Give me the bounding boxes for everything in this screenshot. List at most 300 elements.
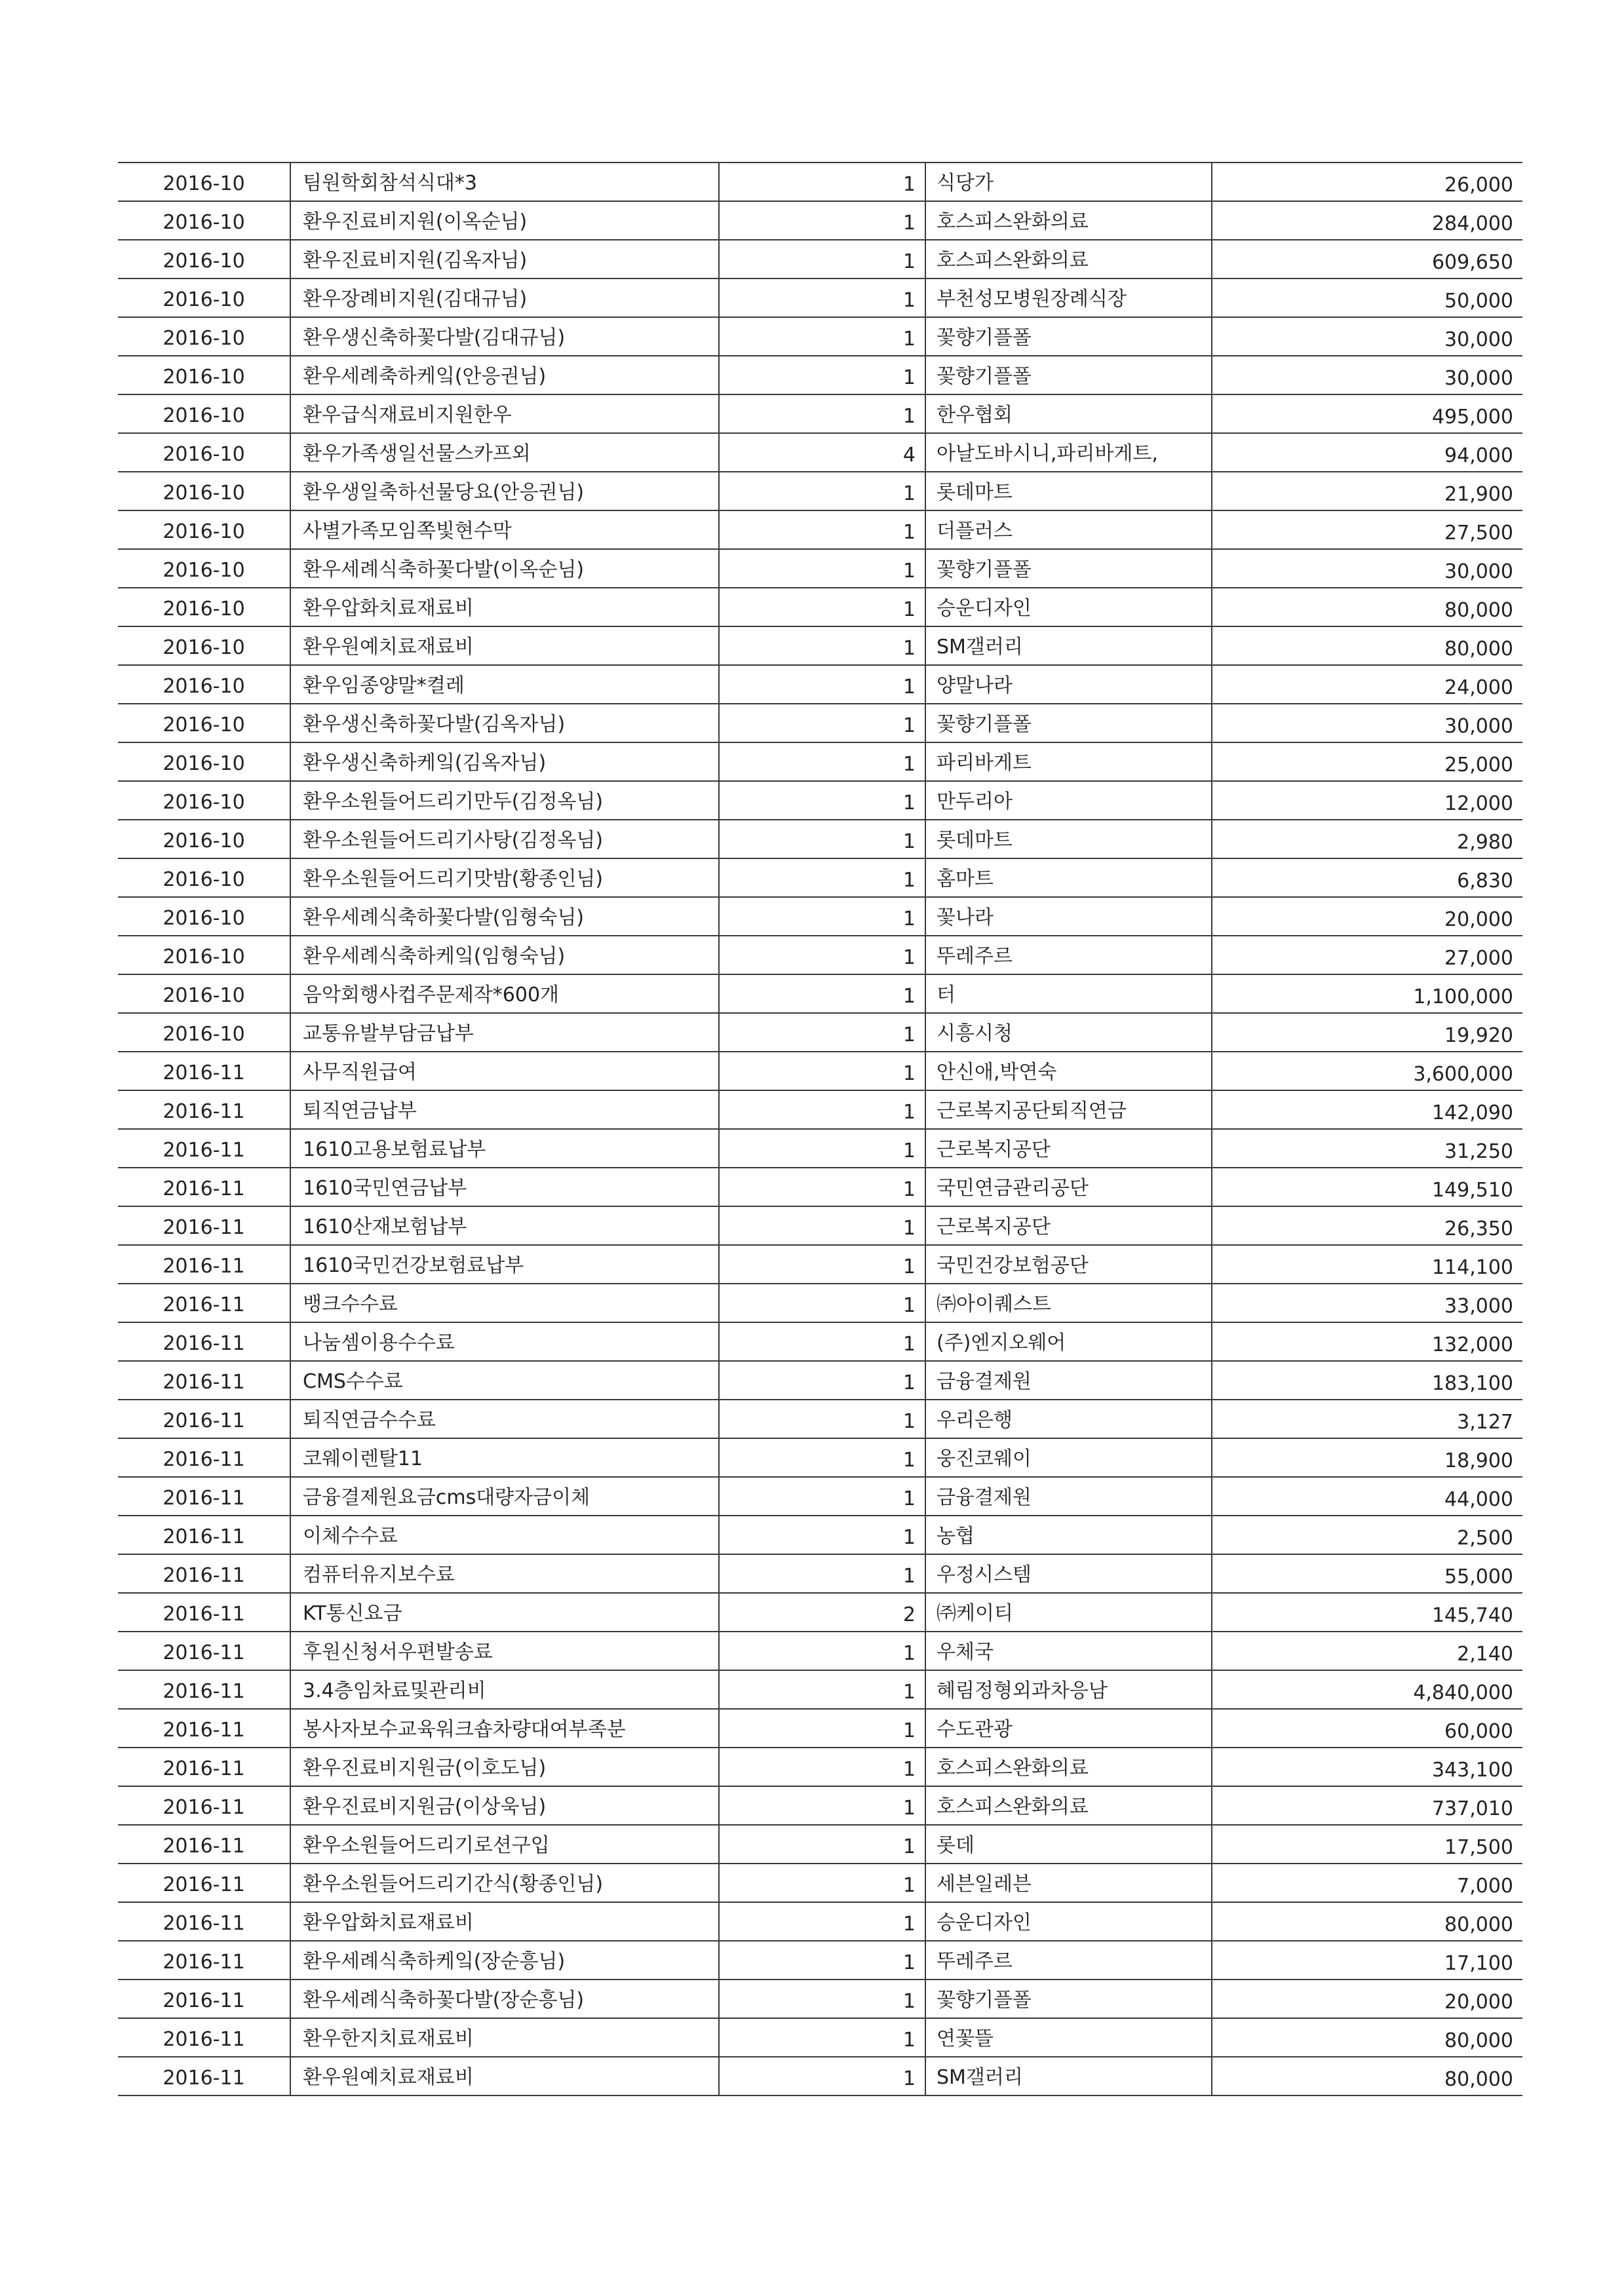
item-cell: 1610산재보험납부	[290, 1206, 719, 1245]
qty-cell: 1	[719, 1786, 925, 1825]
amount-cell: 20,000	[1212, 897, 1522, 936]
amount-cell: 737,010	[1212, 1786, 1522, 1825]
item-cell: 교통유발부담금납부	[290, 1013, 719, 1052]
item-cell: 환우임종양말*켤레	[290, 665, 719, 704]
table-row	[118, 201, 1522, 240]
date-cell: 2016-11	[118, 1245, 290, 1284]
table-row	[118, 1438, 1522, 1477]
amount-cell: 24,000	[1212, 665, 1522, 704]
vendor-cell: 웅진코웨이	[925, 1438, 1212, 1477]
item-cell: 환우세례식축하꽃다발(장순흥님)	[290, 1980, 719, 2018]
table-row	[118, 1670, 1522, 1709]
date-cell: 2016-11	[118, 1129, 290, 1168]
amount-cell: 12,000	[1212, 781, 1522, 820]
table-row	[118, 858, 1522, 897]
amount-cell: 183,100	[1212, 1361, 1522, 1400]
item-cell: 환우압화치료재료비	[290, 1902, 719, 1941]
amount-cell: 80,000	[1212, 626, 1522, 665]
item-cell: 환우소원들어드리기만두(김정옥님)	[290, 781, 719, 820]
vendor-cell: 승운디자인	[925, 1902, 1212, 1941]
table-row	[118, 1361, 1522, 1400]
qty-cell: 1	[719, 1825, 925, 1864]
item-cell: 환우압화치료재료비	[290, 588, 719, 626]
vendor-cell: 꽃나라	[925, 897, 1212, 936]
vendor-cell: 롯데마트	[925, 472, 1212, 510]
vendor-cell: 아날도바시니,파리바게트,	[925, 433, 1212, 472]
date-cell: 2016-11	[118, 1516, 290, 1554]
qty-cell: 1	[719, 1090, 925, 1129]
date-cell: 2016-10	[118, 201, 290, 240]
amount-cell: 4,840,000	[1212, 1670, 1522, 1709]
item-cell: CMS수수료	[290, 1361, 719, 1400]
amount-cell: 31,250	[1212, 1129, 1522, 1168]
qty-cell: 1	[719, 2057, 925, 2095]
vendor-cell: 한우협회	[925, 394, 1212, 433]
vendor-cell: 금융결제원	[925, 1361, 1212, 1400]
item-cell: 환우급식재료비지원한우	[290, 394, 719, 433]
table-row	[118, 897, 1522, 936]
amount-cell: 3,127	[1212, 1400, 1522, 1438]
table-row	[118, 665, 1522, 704]
item-cell: 뱅크수수료	[290, 1284, 719, 1322]
date-cell: 2016-10	[118, 163, 290, 201]
item-cell: 퇴직연금수수료	[290, 1400, 719, 1438]
date-cell: 2016-11	[118, 1206, 290, 1245]
amount-cell: 1,100,000	[1212, 974, 1522, 1013]
qty-cell: 1	[719, 356, 925, 394]
table-row	[118, 1516, 1522, 1554]
table-row	[118, 549, 1522, 588]
vendor-cell: 우정시스템	[925, 1554, 1212, 1593]
item-cell: 환우세례식축하케잌(임형숙님)	[290, 936, 719, 974]
date-cell: 2016-11	[118, 1670, 290, 1709]
date-cell: 2016-10	[118, 936, 290, 974]
vendor-cell: SM갤러리	[925, 626, 1212, 665]
vendor-cell: ㈜아이퀘스트	[925, 1284, 1212, 1322]
item-cell: 환우가족생일선물스카프외	[290, 433, 719, 472]
vendor-cell: 꽃향기플폴	[925, 704, 1212, 742]
item-cell: 환우생신축하케잌(김옥자님)	[290, 742, 719, 781]
table-row	[118, 1902, 1522, 1941]
item-cell: 환우원예치료재료비	[290, 2057, 719, 2095]
table-row	[118, 626, 1522, 665]
date-cell: 2016-11	[118, 1864, 290, 1902]
amount-cell: 149,510	[1212, 1168, 1522, 1206]
table-row	[118, 1090, 1522, 1129]
table-row	[118, 1168, 1522, 1206]
vendor-cell: 꽃향기플폴	[925, 1980, 1212, 2018]
vendor-cell: 호스피스완화의료	[925, 240, 1212, 278]
item-cell: KT통신요금	[290, 1593, 719, 1632]
table-row	[118, 1477, 1522, 1516]
table-row	[118, 1864, 1522, 1902]
date-cell: 2016-10	[118, 665, 290, 704]
item-cell: 환우진료비지원금(이상욱님)	[290, 1786, 719, 1825]
table-row	[118, 1554, 1522, 1593]
item-cell: 금융결제원요금cms대량자금이체	[290, 1477, 719, 1516]
qty-cell: 1	[719, 704, 925, 742]
qty-cell: 1	[719, 588, 925, 626]
date-cell: 2016-11	[118, 2018, 290, 2057]
table-row	[118, 974, 1522, 1013]
qty-cell: 1	[719, 665, 925, 704]
vendor-cell: 호스피스완화의료	[925, 1786, 1212, 1825]
qty-cell: 1	[719, 1052, 925, 1090]
item-cell: 환우생신축하꽃다발(김옥자님)	[290, 704, 719, 742]
vendor-cell: 혜림정형외과차응남	[925, 1670, 1212, 1709]
qty-cell: 1	[719, 1284, 925, 1322]
table-row	[118, 1206, 1522, 1245]
date-cell: 2016-10	[118, 742, 290, 781]
date-cell: 2016-10	[118, 317, 290, 356]
item-cell: 환우진료비지원금(이호도님)	[290, 1748, 719, 1786]
vendor-cell: 농협	[925, 1516, 1212, 1554]
item-cell: 1610국민건강보험료납부	[290, 1245, 719, 1284]
qty-cell: 1	[719, 742, 925, 781]
qty-cell: 1	[719, 897, 925, 936]
amount-cell: 145,740	[1212, 1593, 1522, 1632]
qty-cell: 1	[719, 1400, 925, 1438]
amount-cell: 17,500	[1212, 1825, 1522, 1864]
table-row	[118, 278, 1522, 317]
qty-cell: 1	[719, 1013, 925, 1052]
qty-cell: 1	[719, 1168, 925, 1206]
vendor-cell: 시흥시청	[925, 1013, 1212, 1052]
table-row	[118, 394, 1522, 433]
date-cell: 2016-11	[118, 1361, 290, 1400]
date-cell: 2016-10	[118, 240, 290, 278]
item-cell: 사별가족모임쪽빛현수막	[290, 510, 719, 549]
qty-cell: 1	[719, 510, 925, 549]
item-cell: 후원신청서우편발송료	[290, 1632, 719, 1670]
qty-cell: 1	[719, 820, 925, 858]
vendor-cell: 국민연금관리공단	[925, 1168, 1212, 1206]
table-row	[118, 1284, 1522, 1322]
amount-cell: 30,000	[1212, 704, 1522, 742]
vendor-cell: 꽃향기플폴	[925, 549, 1212, 588]
amount-cell: 33,000	[1212, 1284, 1522, 1322]
date-cell: 2016-11	[118, 1593, 290, 1632]
date-cell: 2016-11	[118, 1168, 290, 1206]
amount-cell: 343,100	[1212, 1748, 1522, 1786]
vendor-cell: 승운디자인	[925, 588, 1212, 626]
qty-cell: 1	[719, 1748, 925, 1786]
item-cell: 음악회행사컵주문제작*600개	[290, 974, 719, 1013]
vendor-cell: (주)엔지오웨어	[925, 1322, 1212, 1361]
amount-cell: 80,000	[1212, 1902, 1522, 1941]
date-cell: 2016-10	[118, 704, 290, 742]
date-cell: 2016-10	[118, 858, 290, 897]
item-cell: 환우한지치료재료비	[290, 2018, 719, 2057]
amount-cell: 21,900	[1212, 472, 1522, 510]
vendor-cell: 근로복지공단	[925, 1129, 1212, 1168]
amount-cell: 7,000	[1212, 1864, 1522, 1902]
amount-cell: 80,000	[1212, 588, 1522, 626]
item-cell: 환우세례식축하케잌(장순흥님)	[290, 1941, 719, 1980]
qty-cell: 1	[719, 1902, 925, 1941]
item-cell: 퇴직연금납부	[290, 1090, 719, 1129]
table-row	[118, 433, 1522, 472]
table-row	[118, 317, 1522, 356]
table-row	[118, 356, 1522, 394]
item-cell: 이체수수료	[290, 1516, 719, 1554]
vendor-cell: 꽃향기플폴	[925, 317, 1212, 356]
qty-cell: 1	[719, 1477, 925, 1516]
vendor-cell: 파리바게트	[925, 742, 1212, 781]
item-cell: 봉사자보수교육워크숍차량대여부족분	[290, 1709, 719, 1748]
item-cell: 환우소원들어드리기사탕(김정옥님)	[290, 820, 719, 858]
vendor-cell: 호스피스완화의료	[925, 1748, 1212, 1786]
qty-cell: 1	[719, 1670, 925, 1709]
qty-cell: 1	[719, 1941, 925, 1980]
vendor-cell: 롯데마트	[925, 820, 1212, 858]
amount-cell: 30,000	[1212, 356, 1522, 394]
amount-cell: 19,920	[1212, 1013, 1522, 1052]
item-cell: 사무직원급여	[290, 1052, 719, 1090]
date-cell: 2016-11	[118, 1709, 290, 1748]
item-cell: 환우소원들어드리기간식(황종인님)	[290, 1864, 719, 1902]
date-cell: 2016-10	[118, 433, 290, 472]
item-cell: 컴퓨터유지보수료	[290, 1554, 719, 1593]
item-cell: 환우생신축하꽃다발(김대규님)	[290, 317, 719, 356]
qty-cell: 4	[719, 433, 925, 472]
item-cell: 환우세례식축하꽃다발(임형숙님)	[290, 897, 719, 936]
qty-cell: 1	[719, 317, 925, 356]
date-cell: 2016-10	[118, 974, 290, 1013]
qty-cell: 1	[719, 1245, 925, 1284]
amount-cell: 55,000	[1212, 1554, 1522, 1593]
item-cell: 환우장례비지원(김대규님)	[290, 278, 719, 317]
amount-cell: 2,980	[1212, 820, 1522, 858]
qty-cell: 1	[719, 626, 925, 665]
table-row	[118, 1593, 1522, 1632]
vendor-cell: 국민건강보험공단	[925, 1245, 1212, 1284]
item-cell: 환우세례식축하꽃다발(이옥순님)	[290, 549, 719, 588]
item-cell: 환우진료비지원(김옥자님)	[290, 240, 719, 278]
amount-cell: 50,000	[1212, 278, 1522, 317]
vendor-cell: 양말나라	[925, 665, 1212, 704]
table-row	[118, 240, 1522, 278]
vendor-cell: 근로복지공단퇴직연금	[925, 1090, 1212, 1129]
table-row	[118, 2018, 1522, 2057]
qty-cell: 1	[719, 472, 925, 510]
table-row	[118, 820, 1522, 858]
qty-cell: 1	[719, 1980, 925, 2018]
qty-cell: 1	[719, 1206, 925, 1245]
date-cell: 2016-10	[118, 394, 290, 433]
item-cell: 환우소원들어드리기로션구입	[290, 1825, 719, 1864]
date-cell: 2016-11	[118, 1400, 290, 1438]
table-row	[118, 1322, 1522, 1361]
date-cell: 2016-10	[118, 897, 290, 936]
amount-cell: 80,000	[1212, 2018, 1522, 2057]
qty-cell: 1	[719, 858, 925, 897]
table-row	[118, 1825, 1522, 1864]
vendor-cell: 금융결제원	[925, 1477, 1212, 1516]
amount-cell: 609,650	[1212, 240, 1522, 278]
date-cell: 2016-11	[118, 1284, 290, 1322]
date-cell: 2016-11	[118, 1980, 290, 2018]
amount-cell: 26,000	[1212, 163, 1522, 201]
vendor-cell: ㈜케이티	[925, 1593, 1212, 1632]
qty-cell: 1	[719, 1554, 925, 1593]
amount-cell: 17,100	[1212, 1941, 1522, 1980]
table-row	[118, 1245, 1522, 1284]
qty-cell: 1	[719, 278, 925, 317]
date-cell: 2016-11	[118, 1941, 290, 1980]
table-row	[118, 742, 1522, 781]
vendor-cell: 수도관광	[925, 1709, 1212, 1748]
table-row	[118, 510, 1522, 549]
qty-cell: 1	[719, 1709, 925, 1748]
vendor-cell: 호스피스완화의료	[925, 201, 1212, 240]
table-row	[118, 704, 1522, 742]
date-cell: 2016-10	[118, 356, 290, 394]
table-row	[118, 1129, 1522, 1168]
amount-cell: 94,000	[1212, 433, 1522, 472]
vendor-cell: 롯데	[925, 1825, 1212, 1864]
vendor-cell: 꽃향기플폴	[925, 356, 1212, 394]
vendor-cell: 홈마트	[925, 858, 1212, 897]
date-cell: 2016-11	[118, 1322, 290, 1361]
amount-cell: 284,000	[1212, 201, 1522, 240]
table-row	[118, 1748, 1522, 1786]
vendor-cell: 더플러스	[925, 510, 1212, 549]
vendor-cell: 우리은행	[925, 1400, 1212, 1438]
date-cell: 2016-10	[118, 820, 290, 858]
date-cell: 2016-11	[118, 1902, 290, 1941]
table-row	[118, 936, 1522, 974]
qty-cell: 1	[719, 1516, 925, 1554]
item-cell: 환우진료비지원(이옥순님)	[290, 201, 719, 240]
amount-cell: 20,000	[1212, 1980, 1522, 2018]
qty-cell: 1	[719, 1129, 925, 1168]
table-row	[118, 1709, 1522, 1748]
item-cell: 3.4층임차료및관리비	[290, 1670, 719, 1709]
amount-cell: 18,900	[1212, 1438, 1522, 1477]
amount-cell: 30,000	[1212, 549, 1522, 588]
amount-cell: 2,140	[1212, 1632, 1522, 1670]
date-cell: 2016-10	[118, 549, 290, 588]
vendor-cell: 뚜레주르	[925, 936, 1212, 974]
item-cell: 1610고용보험료납부	[290, 1129, 719, 1168]
date-cell: 2016-10	[118, 626, 290, 665]
qty-cell: 1	[719, 1361, 925, 1400]
qty-cell: 1	[719, 394, 925, 433]
qty-cell: 1	[719, 549, 925, 588]
table-row	[118, 1400, 1522, 1438]
date-cell: 2016-11	[118, 1554, 290, 1593]
date-cell: 2016-10	[118, 510, 290, 549]
qty-cell: 1	[719, 240, 925, 278]
item-cell: 1610국민연금납부	[290, 1168, 719, 1206]
amount-cell: 27,000	[1212, 936, 1522, 974]
qty-cell: 1	[719, 974, 925, 1013]
item-cell: 환우생일축하선물당요(안응권님)	[290, 472, 719, 510]
date-cell: 2016-10	[118, 472, 290, 510]
date-cell: 2016-11	[118, 2057, 290, 2095]
qty-cell: 1	[719, 201, 925, 240]
amount-cell: 3,600,000	[1212, 1052, 1522, 1090]
date-cell: 2016-10	[118, 1013, 290, 1052]
amount-cell: 142,090	[1212, 1090, 1522, 1129]
vendor-cell: 터	[925, 974, 1212, 1013]
amount-cell: 2,500	[1212, 1516, 1522, 1554]
amount-cell: 80,000	[1212, 2057, 1522, 2095]
qty-cell: 1	[719, 1864, 925, 1902]
amount-cell: 495,000	[1212, 394, 1522, 433]
amount-cell: 27,500	[1212, 510, 1522, 549]
amount-cell: 60,000	[1212, 1709, 1522, 1748]
table-row	[118, 2057, 1522, 2095]
qty-cell: 2	[719, 1593, 925, 1632]
qty-cell: 1	[719, 1438, 925, 1477]
date-cell: 2016-10	[118, 588, 290, 626]
item-cell: 나눔셈이용수수료	[290, 1322, 719, 1361]
amount-cell: 132,000	[1212, 1322, 1522, 1361]
date-cell: 2016-10	[118, 278, 290, 317]
table-row	[118, 1052, 1522, 1090]
table-row	[118, 472, 1522, 510]
table-row	[118, 163, 1522, 201]
item-cell: 팀원학회참석식대*3	[290, 163, 719, 201]
table-row	[118, 588, 1522, 626]
item-cell: 환우원예치료재료비	[290, 626, 719, 665]
amount-cell: 114,100	[1212, 1245, 1522, 1284]
vendor-cell: 안신애,박연숙	[925, 1052, 1212, 1090]
date-cell: 2016-11	[118, 1052, 290, 1090]
table-row	[118, 1013, 1522, 1052]
table-row	[118, 781, 1522, 820]
date-cell: 2016-11	[118, 1632, 290, 1670]
vendor-cell: 연꽃뜰	[925, 2018, 1212, 2057]
qty-cell: 1	[719, 2018, 925, 2057]
qty-cell: 1	[719, 1632, 925, 1670]
vendor-cell: 만두리아	[925, 781, 1212, 820]
table-row	[118, 1786, 1522, 1825]
qty-cell: 1	[719, 1322, 925, 1361]
amount-cell: 44,000	[1212, 1477, 1522, 1516]
date-cell: 2016-11	[118, 1786, 290, 1825]
date-cell: 2016-11	[118, 1090, 290, 1129]
qty-cell: 1	[719, 163, 925, 201]
ledger-body	[118, 163, 1522, 2095]
qty-cell: 1	[719, 781, 925, 820]
item-cell: 코웨이렌탈11	[290, 1438, 719, 1477]
item-cell: 환우소원들어드리기맛밤(황종인님)	[290, 858, 719, 897]
table-row	[118, 1632, 1522, 1670]
date-cell: 2016-11	[118, 1438, 290, 1477]
expense-ledger-table	[118, 162, 1522, 2096]
date-cell: 2016-11	[118, 1477, 290, 1516]
vendor-cell: SM갤러리	[925, 2057, 1212, 2095]
amount-cell: 26,350	[1212, 1206, 1522, 1245]
amount-cell: 6,830	[1212, 858, 1522, 897]
vendor-cell: 세븐일레븐	[925, 1864, 1212, 1902]
vendor-cell: 식당가	[925, 163, 1212, 201]
amount-cell: 30,000	[1212, 317, 1522, 356]
table-row	[118, 1941, 1522, 1980]
vendor-cell: 부천성모병원장례식장	[925, 278, 1212, 317]
qty-cell: 1	[719, 936, 925, 974]
date-cell: 2016-11	[118, 1825, 290, 1864]
date-cell: 2016-10	[118, 781, 290, 820]
date-cell: 2016-11	[118, 1748, 290, 1786]
table-row	[118, 1980, 1522, 2018]
item-cell: 환우세례축하케잌(안응권님)	[290, 356, 719, 394]
amount-cell: 25,000	[1212, 742, 1522, 781]
vendor-cell: 근로복지공단	[925, 1206, 1212, 1245]
